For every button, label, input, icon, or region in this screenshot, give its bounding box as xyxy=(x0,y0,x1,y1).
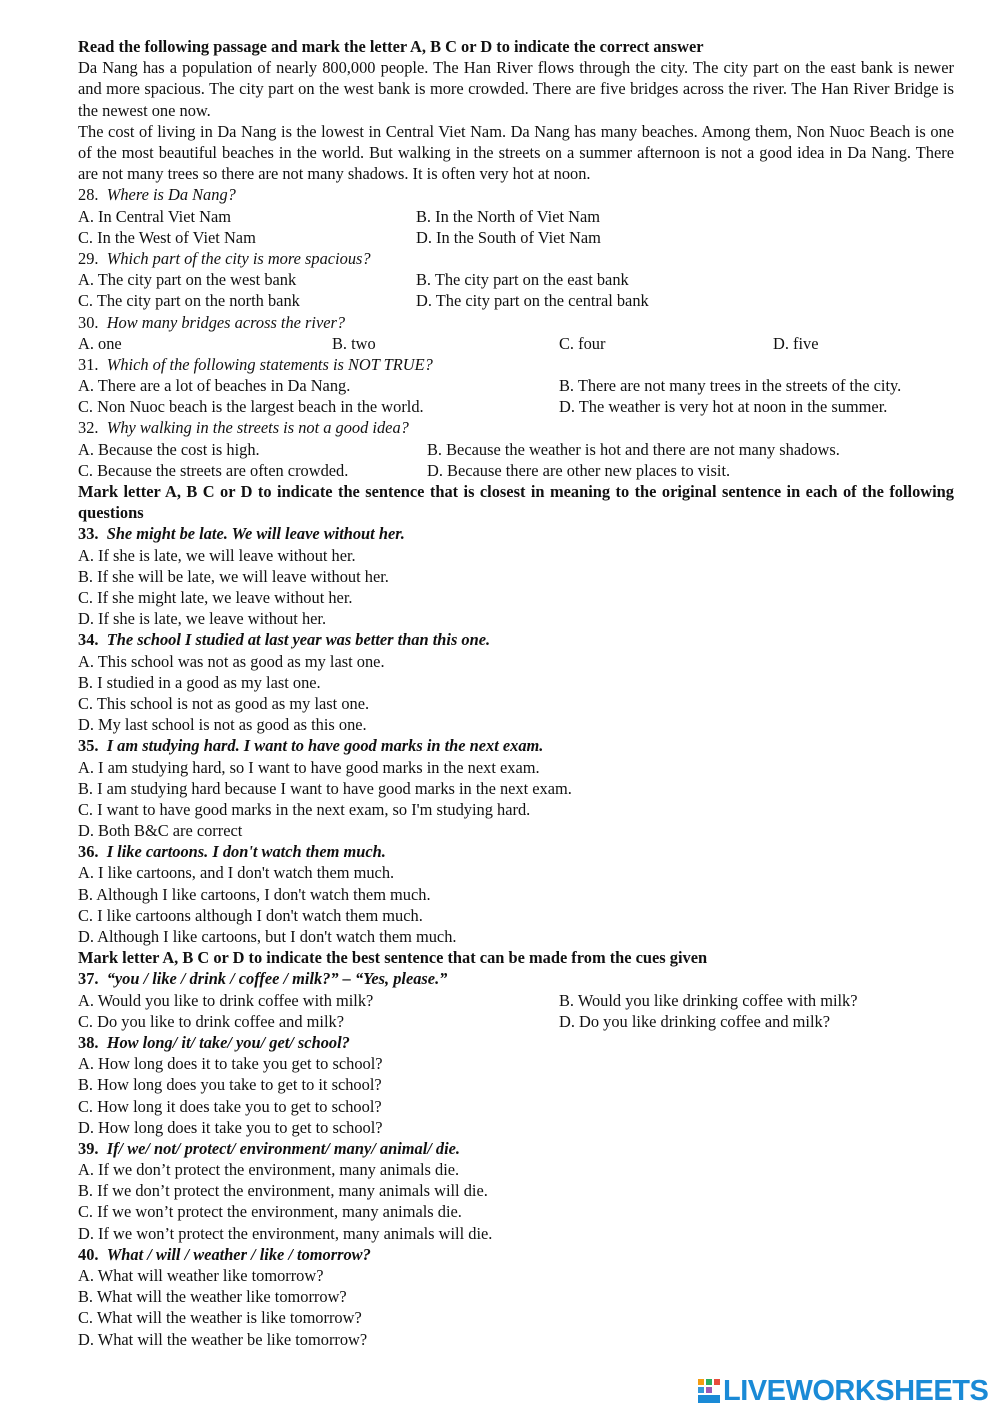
option-d: D. How long does it take you to get to school? xyxy=(78,1117,383,1137)
option-a: A. I am studying hard, so I want to have good marks in the next exam. xyxy=(78,757,540,777)
option-c: C. This school is not as good as my last one. xyxy=(78,693,370,713)
option-c: C. How long it does take you to get to school? xyxy=(78,1096,382,1116)
option-a: A. If she is late, we will leave without her. xyxy=(78,545,356,565)
passage-paragraph: Da Nang has a population of nearly 800,000 people. The Han River flows through the city. The city part on the east bank is newer and more spacious. The city part on the west bank is more crowded. There are five bridges across the river. The Han River Bridge is the newest one now. xyxy=(78,58,954,120)
option-a: A. one xyxy=(78,333,122,353)
option-a: A. Would you like to drink coffee with milk? xyxy=(78,990,374,1010)
option-b: B. two xyxy=(332,333,376,353)
option-b: B. Because the weather is hot and there are not many shadows. xyxy=(427,439,840,459)
option-c: C. If we won’t protect the environment, many animals die. xyxy=(78,1202,462,1222)
question-35: 35. I am studying hard. I want to have good marks in the next exam. xyxy=(78,736,544,756)
section2-heading: Mark letter A, B C or D to indicate the sentence that is closest in meaning to the original sentence in each of the following questions xyxy=(78,482,954,523)
option-b: B. The city part on the east bank xyxy=(416,270,629,290)
question-34: 34. The school I studied at last year was better than this one. xyxy=(78,630,491,650)
option-d: D. Both B&C are correct xyxy=(78,821,243,841)
question-31: 31. Which of the following statements is NOT TRUE? xyxy=(78,354,433,374)
option-c: C. I like cartoons although I don't watch them much. xyxy=(78,905,423,925)
question-39: 39. If/ we/ not/ protect/ environment/ many/ animal/ die. xyxy=(78,1138,461,1158)
option-a: A. How long does it to take you get to school? xyxy=(78,1054,383,1074)
option-b: B. In the North of Viet Nam xyxy=(416,206,600,226)
option-a: A. This school was not as good as my last one. xyxy=(78,651,385,671)
option-c: C. Non Nuoc beach is the largest beach in the world. xyxy=(78,397,424,417)
option-a: A. There are a lot of beaches in Da Nang. xyxy=(78,376,351,396)
question-29: 29. Which part of the city is more spacious? xyxy=(78,248,371,268)
passage-paragraph: The cost of living in Da Nang is the lowest in Central Viet Nam. Da Nang has many beaches. Among them, Non Nuoc Beach is one of the most beautiful beaches in the world. But walking in the streets on a summer afternoon is not a good idea in Da Nang. There are not many trees so there are not many shadows. It is often very hot at noon. xyxy=(78,121,954,184)
option-c: C. What will the weather is like tomorrow? xyxy=(78,1308,362,1328)
option-b: B. I am studying hard because I want to have good marks in the next exam. xyxy=(78,778,572,798)
option-a: A. What will weather like tomorrow? xyxy=(78,1266,324,1285)
option-d: D. If she is late, we leave without her. xyxy=(78,609,327,629)
question-32: 32. Why walking in the streets is not a good idea? xyxy=(78,418,409,438)
option-c: C. In the West of Viet Nam xyxy=(78,227,256,247)
question-36: 36. I like cartoons. I don't watch them much. xyxy=(78,842,386,862)
question-33: 33. She might be late. We will leave without her. xyxy=(78,524,405,544)
option-a: A. If we don’t protect the environment, many animals die. xyxy=(78,1160,460,1180)
option-c: C. four xyxy=(559,333,606,353)
option-d: D. My last school is not as good as this one. xyxy=(78,715,367,735)
liveworksheets-logo-icon xyxy=(697,1377,721,1405)
option-c: C. If she might late, we leave without her. xyxy=(78,588,353,607)
question-37: 37. “you / like / drink / coffee / milk?” – “Yes, please.” xyxy=(78,969,448,989)
option-b: B. Would you like drinking coffee with milk? xyxy=(559,990,858,1010)
option-b: B. There are not many trees in the streets of the city. xyxy=(559,376,902,396)
question-30: 30. How many bridges across the river? xyxy=(78,312,346,332)
worksheet xyxy=(78,36,954,1350)
option-d: D. The weather is very hot at noon in the summer. xyxy=(559,397,888,417)
question-28: 28. Where is Da Nang? xyxy=(78,185,236,205)
option-b: B. How long does you take to get to it school? xyxy=(78,1075,382,1095)
option-d: D. Although I like cartoons, but I don't watch them much. xyxy=(78,927,457,946)
liveworksheets-logo-text: LIVEWORKSHEETS xyxy=(723,1374,989,1407)
option-b: B. If we don’t protect the environment, many animals will die. xyxy=(78,1181,488,1201)
question-40: 40. What / will / weather / like / tomorrow? xyxy=(78,1244,371,1264)
option-d: D. What will the weather be like tomorrow? xyxy=(78,1329,368,1349)
option-d: D. If we won’t protect the environment, many animals will die. xyxy=(78,1223,493,1243)
option-a: A. Because the cost is high. xyxy=(78,439,260,459)
section1-heading: Read the following passage and mark the letter A, B C or D to indicate the correct answer xyxy=(78,37,704,56)
option-c: C. Because the streets are often crowded. xyxy=(78,460,349,480)
option-a: A. In Central Viet Nam xyxy=(78,206,232,226)
option-b: B. I studied in a good as my last one. xyxy=(78,672,321,692)
liveworksheets-logo[interactable] xyxy=(697,1374,988,1408)
option-d: D. Do you like drinking coffee and milk? xyxy=(559,1011,830,1031)
option-a: A. The city part on the west bank xyxy=(78,270,297,290)
option-c: C. I want to have good marks in the next exam, so I'm studying hard. xyxy=(78,799,531,819)
option-d: D. five xyxy=(773,333,819,353)
option-b: B. If she will be late, we will leave without her. xyxy=(78,566,389,586)
option-d: D. In the South of Viet Nam xyxy=(416,227,601,247)
option-b: B. What will the weather like tomorrow? xyxy=(78,1287,347,1307)
question-38: 38. How long/ it/ take/ you/ get/ school? xyxy=(78,1032,350,1052)
option-c: C. The city part on the north bank xyxy=(78,291,300,311)
option-d: D. The city part on the central bank xyxy=(416,291,649,311)
option-d: D. Because there are other new places to visit. xyxy=(427,460,731,480)
option-a: A. I like cartoons, and I don't watch them much. xyxy=(78,863,395,883)
option-b: B. Although I like cartoons, I don't watch them much. xyxy=(78,884,431,904)
section3-heading: Mark letter A, B C or D to indicate the best sentence that can be made from the cues given xyxy=(78,948,708,968)
option-c: C. Do you like to drink coffee and milk? xyxy=(78,1011,344,1031)
